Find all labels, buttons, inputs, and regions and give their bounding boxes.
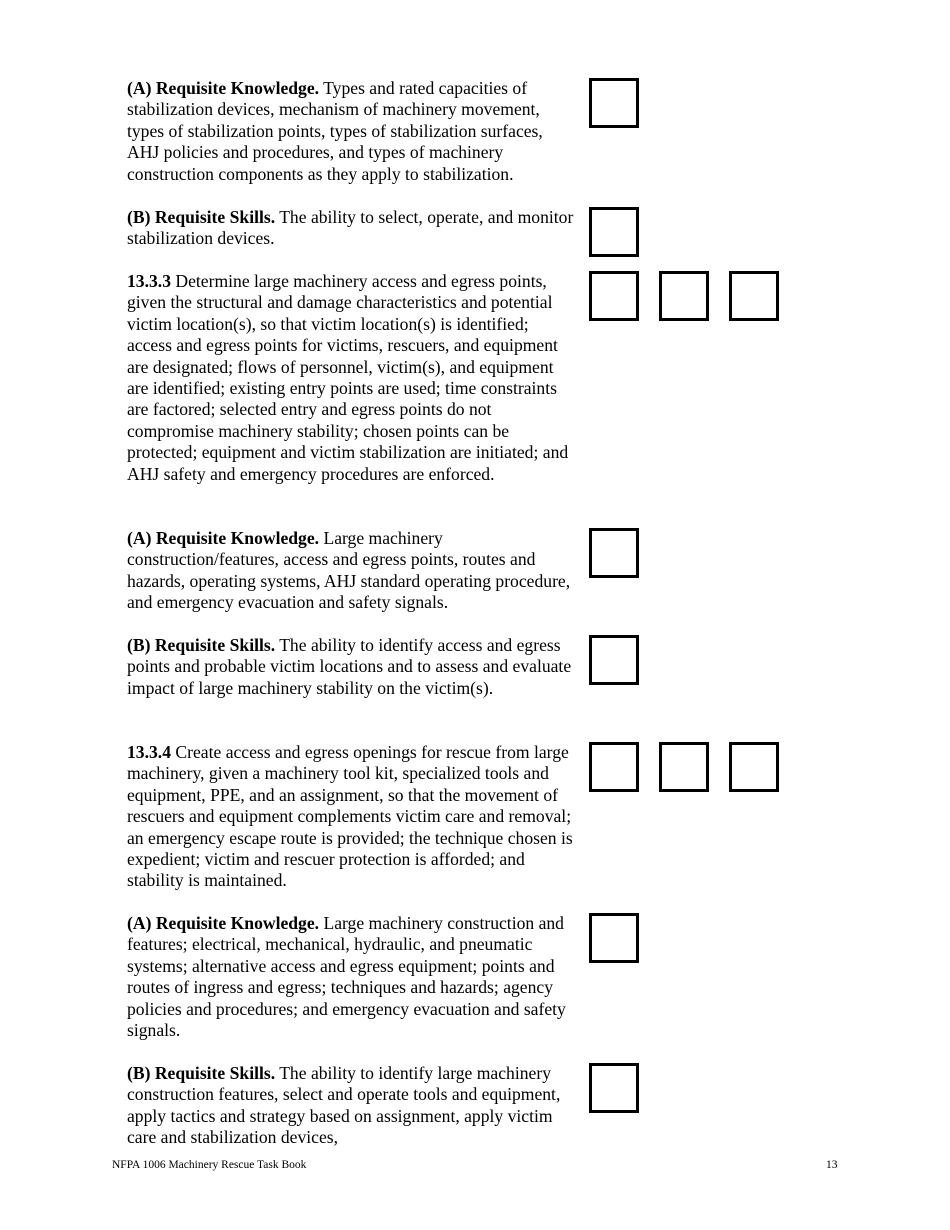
requisite-knowledge-openings (127, 913, 577, 1041)
requisite-knowledge-stabilization (127, 78, 577, 185)
sign-off-checkbox[interactable] (729, 271, 779, 321)
sign-off-checkbox[interactable] (589, 742, 639, 792)
sign-off-checkbox[interactable] (589, 207, 639, 257)
section-text: Determine large machinery access and egress points, given the structural and damage characteristics and potential victim location(s), so that victim location(s) is identified; access and egress points for victims, rescuers, and equipment are designated; flows of personnel, victim(s), and equipment are identified; existing entry points are used; time constraints are factored; selected entry and egress points do not compromise machinery stability; chosen points can be protected; equipment and victim stabilization are initiated; and AHJ safety and emergency procedures are enforced. (127, 271, 569, 484)
sign-off-checkbox[interactable] (729, 742, 779, 792)
footer-title: NFPA 1006 Machinery Rescue Task Book (112, 1159, 307, 1171)
jpr-13-3-3 (127, 271, 577, 485)
section-text: Large machinery construction/features, access and egress points, routes and hazards, operating systems, AHJ standard operating procedure, and emergency evacuation and safety signals. (127, 528, 571, 613)
section-lead: (A) Requisite Knowledge. (127, 913, 320, 933)
section-lead: 13.3.3 (127, 271, 171, 291)
section-lead: (B) Requisite Skills. (127, 1063, 276, 1083)
section-lead: (B) Requisite Skills. (127, 635, 276, 655)
sign-off-checkbox[interactable] (589, 913, 639, 963)
section-text: Types and rated capacities of stabilization devices, mechanism of machinery movement, types of stabilization points, types of stabilization surfaces, AHJ policies and procedures, and types of machinery construction components as they apply to stabilization. (127, 78, 543, 184)
sign-off-checkbox[interactable] (589, 635, 639, 685)
section-text: The ability to identify access and egress points and probable victim locations and to assess and evaluate impact of large machinery stability on the victim(s). (127, 635, 572, 698)
requisite-skills-stabilization (127, 207, 577, 250)
jpr-13-3-4 (127, 742, 577, 892)
requisite-knowledge-access (127, 528, 577, 614)
section-lead: (A) Requisite Knowledge. (127, 528, 320, 548)
sign-off-checkbox[interactable] (659, 271, 709, 321)
page-number: 13 (826, 1159, 838, 1171)
sign-off-checkbox[interactable] (589, 528, 639, 578)
section-text: Large machinery construction and features; electrical, mechanical, hydraulic, and pneumatic systems; alternative access and egress equipment; points and routes of ingress and egress; techniques and hazards; agency policies and procedures; and emergency evacuation and safety signals. (127, 913, 566, 1041)
requisite-skills-access (127, 635, 577, 699)
requisite-skills-openings (127, 1063, 577, 1149)
sign-off-checkbox[interactable] (589, 78, 639, 128)
section-text: Create access and egress openings for rescue from large machinery, given a machinery tool kit, specialized tools and equipment, PPE, and an assignment, so that the movement of rescuers and equipment complements victim care and removal; an emergency escape route is provided; the technique chosen is expedient; victim and rescuer protection is afforded; and stability is maintained. (127, 742, 573, 891)
section-lead: (A) Requisite Knowledge. (127, 78, 320, 98)
sign-off-checkbox[interactable] (589, 1063, 639, 1113)
sign-off-checkbox[interactable] (589, 271, 639, 321)
section-text: The ability to select, operate, and monitor stabilization devices. (127, 207, 574, 249)
section-lead: 13.3.4 (127, 742, 171, 762)
section-text: The ability to identify large machinery construction features, select and operate tools and equipment, apply tactics and strategy based on assignment, apply victim care and stabilization devices, (127, 1063, 561, 1148)
section-lead: (B) Requisite Skills. (127, 207, 276, 227)
sign-off-checkbox[interactable] (659, 742, 709, 792)
